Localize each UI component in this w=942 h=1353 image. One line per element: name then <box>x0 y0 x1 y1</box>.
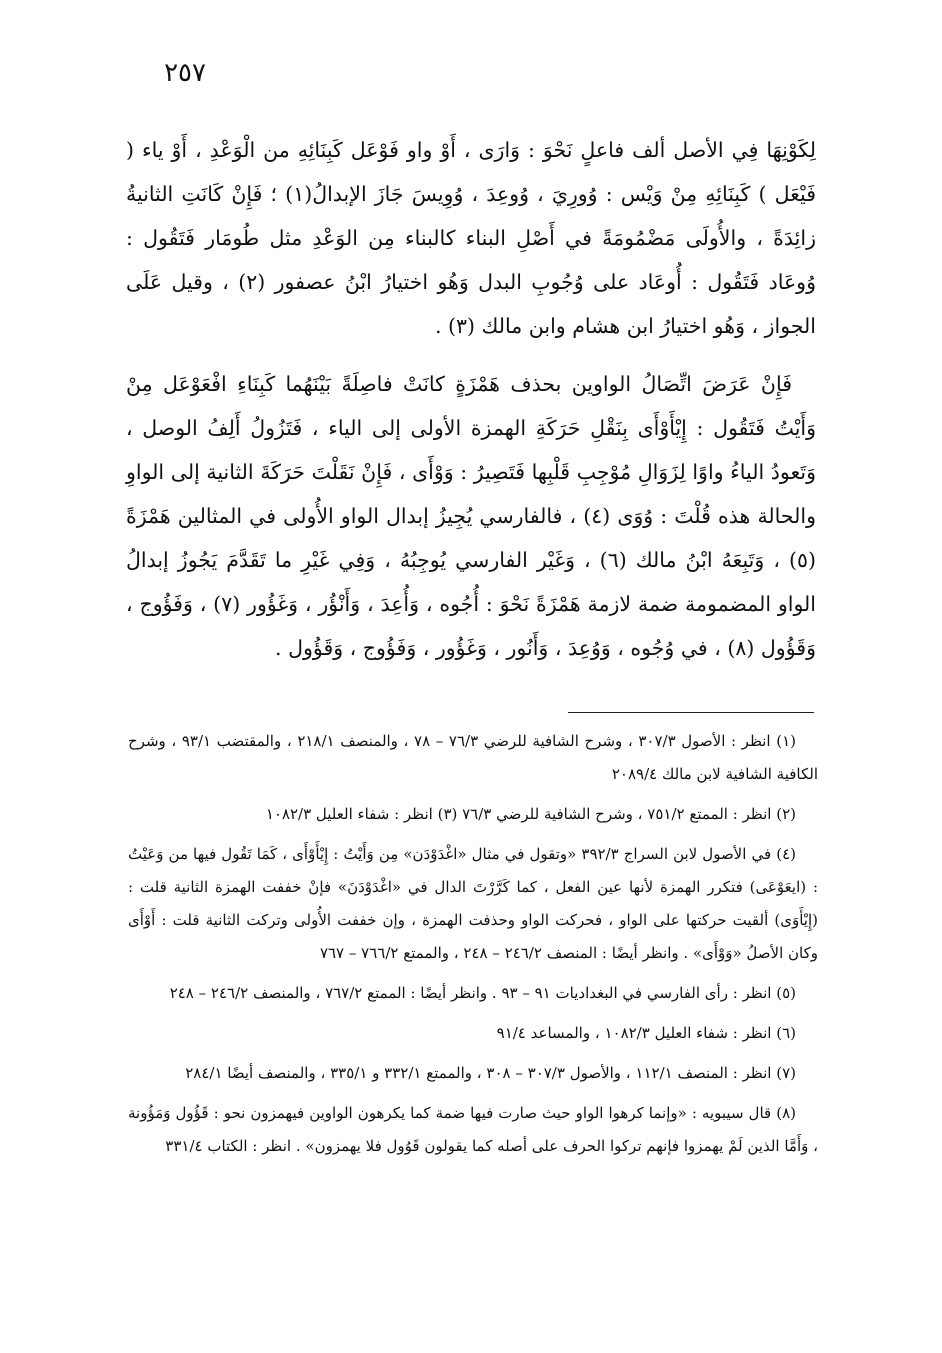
body-paragraph: فَإِنْ عَرَضَ اتِّصَالُ الواوين بحذف هَمْزَةٍ كانَتْ فاصِلَةً بَيْنَهُما كَبِنَاءِ افْعَوْعَل مِنْ وَأَيْتُ فَتَقُول : إِيْأَوْأَى بِنَقْلِ حَرَكَةِ الهمزة الأولى إلى الياء ، فَتَزُولُ أَلِفُ الوصل ، وَتَعودُ الياءُ واوًا لِزَوَالِ مُوْجِبِ قَلْبِها فَتَصِيرُ : وَوْأَى ، فَإِنْ نَقَلْتَ حَرَكَةَ الثانية إلى الواوِ والحالة هذه قُلْتَ : وُوَى (٤) ، فالفارسي يُجِيزُ إبدال الواو الأُولى في المثالين هَمْزَةً (٥) ، وَتَبِعَهُ ابْنُ مالك (٦) ، وَغَيْر الفارسي يُوجِبُهُ ، وَفِي غَيْرِ ما تَقَدَّمَ يَجُوزُ إبدالُ الواو المضمومة ضمة لازمة هَمْزَةً نَحْوَ : أُجُوه ، وَأُعِدَ ، وَأَنْؤُر ، وَغَؤُور (٧) ، وَفَؤُوج ، وَقَؤُول (٨) ، في وُجُوه ، وَوُعِدَ ، وَأَنُور ، وَغَؤُور ، وَفَؤُوج ، وَقَؤُول . <box>126 372 816 660</box>
page-number: ٢٥٧ <box>164 58 206 88</box>
footnote: (٦) انظر : شفاء العليل ١٠٨٢/٣ ، والمساعد ٩١/٤ <box>496 1024 796 1042</box>
footnote: (١) انظر : الأصول ٣٠٧/٣ ، وشرح الشافية للرضي ٧٦/٣ – ٧٨ ، والمنصف ٢١٨/١ ، والمقتضب ٩٣/١ ، وشرح الكافية الشافية لابن مالك ٢٠٨٩/٤ <box>128 732 818 783</box>
main-text <box>126 128 816 670</box>
footnote: (٧) انظر : المنصف ١١٢/١ ، والأصول ٣٠٧/٣ – ٣٠٨ ، والممتع ٣٣٢/١ و ٣٣٥/١ ، والمنصف أيضًا ٢٨٤/١ <box>185 1064 796 1082</box>
footnote: (٥) انظر : رأى الفارسي في البغداديات ٩١ – ٩٣ . وانظر أيضًا : الممتع ٧٦٧/٢ ، والمنصف ٢٤٦/٢ – ٢٤٨ <box>169 984 796 1002</box>
footnotes <box>128 725 818 1170</box>
footnote-separator <box>568 712 814 713</box>
footnote: (٢) انظر : الممتع ٧٥١/٢ ، وشرح الشافية للرضي ٧٦/٣ (٣) انظر : شفاء العليل ١٠٨٢/٣ <box>265 805 796 823</box>
footnote: (٤) في الأصول لابن السراج ٣٩٢/٣ «وتقول في مثال «اغْدَوْدَن» مِن وَأَيْتُ : إِيْأَوْأَى ، كَمَا تَقُول فيها من وَعَيْتُ : (ايعَوْعَى) فتكرر الهمزة لأنها عين الفعل ، كما كَرَّرْتَ الدال في «اغْدَوْدَنَ» فإنْ خففت الهمزة الثانية قلت : (إِيْأَوَى) ألقيت حركتها على الواو ، فحركت الواو وحذفت الهمزة ، وإن خففت الأُولى وتركت الثانية قلت : أَوْأَى وكان الأصلُ «وَوْأَى» . وانظر أيضًا : المنصف ٢٤٦/٢ – ٢٤٨ ، والممتع ٧٦٦/٢ – ٧٦٧ <box>128 845 818 962</box>
body-paragraph: لِكَوْنِهَا فِي الأصل ألف فاعلٍ نَحْوَ : وَارَى ، أَوْ واو فَوْعَل كَبِنَائِهِ من الْوَعْدِ ، أَوْ ياء ( فَيْعَل ) كَبِنَائِهِ مِنْ وَيْس : وُورِيَ ، وُوعِدَ ، وُوِيسَ جَازَ الإبدالُ(١) ؛ فَإِنْ كَانَتِ الثانيةُ زائِدَةً ، والأُولَى مَضْمُومَةً في أَصْلِ البناء كالبناء مِن الوَعْدِ مثل طُومَار فَتَقُول : وُوعَاد فَتَقُول : أُوعَاد على وُجُوبِ البدل وَهُو اختيارُ ابْنُ عصفور (٢) ، وقيل عَلَى الجواز ، وَهُو اختيارُ ابن هشام وابن مالك (٣) . <box>126 138 816 338</box>
footnote: (٨) قال سيبويه : «وإنما كرهوا الواو حيث صارت فيها ضمة كما يكرهون الواوين فيهمزون نحو : قَؤُول وَمَؤُونة ، وَأَمَّا الذين لَمْ يهمزوا فإنهم تركوا الحرف على أصله كما يقولون قَوُول فلا يهمزون» . انظر : الكتاب ٣٣١/٤ <box>128 1104 818 1155</box>
